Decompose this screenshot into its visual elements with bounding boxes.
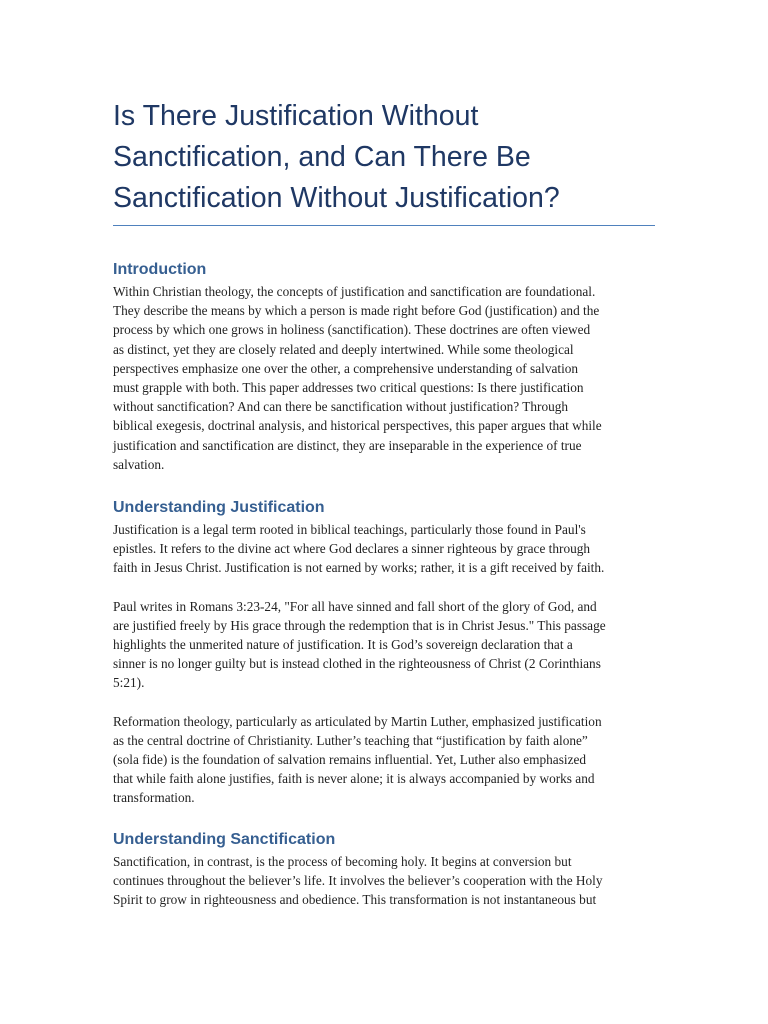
- text-line: Reformation theology, particularly as articulated by Martin Luther, emphasized justification: [113, 713, 602, 729]
- section-heading: Understanding Sanctification: [113, 830, 336, 848]
- text-line: Paul writes in Romans 3:23-24, "For all have sinned and fall short of the glory of God, and: [113, 598, 597, 614]
- text-line: (sola fide) is the foundation of salvation remains influential. Yet, Luther also emphasized: [113, 752, 587, 768]
- text-line: biblical exegesis, doctrinal analysis, and historical perspectives, this paper argues that while: [113, 418, 602, 434]
- section-understanding-sanctification: [113, 830, 655, 910]
- text-line: They describe the means by which a person is made right before God (justification) and the: [113, 303, 600, 319]
- text-line: are justified freely by His grace through the redemption that is in Christ Jesus." This passage: [113, 617, 606, 633]
- paragraph: [113, 520, 655, 578]
- title-line: Sanctification, and Can There Be: [113, 141, 531, 173]
- text-line: process by which one grows in holiness (sanctification). These doctrines are often viewed: [113, 322, 591, 338]
- section-understanding-justification: [113, 498, 655, 808]
- section-introduction: [113, 260, 655, 474]
- text-line: faith in Jesus Christ. Justification is not earned by works; rather, it is a gift received by faith.: [113, 560, 605, 576]
- section-heading: Introduction: [113, 261, 207, 278]
- section-heading: Understanding Justification: [113, 499, 325, 517]
- title-line: Is There Justification Without: [113, 100, 479, 132]
- text-line: Sanctification, in contrast, is the process of becoming holy. It begins at conversion but: [113, 853, 572, 869]
- text-line: transformation.: [113, 790, 195, 806]
- text-line: justification and sanctification are distinct, they are inseparable in the experience of true: [113, 437, 582, 453]
- text-line: as the central doctrine of Christianity. Luther’s teaching that “justification by faith alone”: [113, 732, 588, 748]
- text-line: that while faith alone justifies, faith is never alone; it is always accompanied by works and: [113, 771, 595, 787]
- text-line: salvation.: [113, 456, 165, 472]
- text-line: epistles. It refers to the divine act where God declares a sinner righteous by grace through: [113, 541, 591, 557]
- paragraph: [113, 597, 655, 693]
- text-line: Within Christian theology, the concepts of justification and sanctification are foundational.: [113, 284, 596, 299]
- text-line: must grapple with both. This paper addresses two critical questions: Is there justification: [113, 380, 584, 396]
- paragraph: [113, 282, 655, 474]
- text-line: perspectives emphasize one over the other, a comprehensive understanding of salvation: [113, 360, 579, 376]
- title-line: Sanctification Without Justification?: [113, 182, 560, 214]
- text-line: 5:21).: [113, 675, 145, 691]
- text-line: sinner is no longer guilty but is instead clothed in the righteousness of Christ (2 Corinthians: [113, 656, 601, 672]
- text-line: highlights the unmerited nature of justification. It is God’s sovereign declaration that a: [113, 637, 573, 653]
- document-page: [113, 96, 655, 909]
- text-line: Spirit to grow in righteousness and obedience. This transformation is not instantaneous but: [113, 892, 597, 908]
- paragraph: [113, 852, 655, 910]
- paragraph: [113, 712, 655, 808]
- text-line: Justification is a legal term rooted in biblical teachings, particularly those found in Paul's: [113, 522, 586, 538]
- document-title: [113, 96, 655, 226]
- text-line: as distinct, yet they are closely related and deeply intertwined. While some theological: [113, 341, 574, 357]
- text-line: without sanctification? And can there be sanctification without justification? Through: [113, 399, 569, 415]
- text-line: continues throughout the believer’s life. It involves the believer’s cooperation with the Holy: [113, 872, 603, 888]
